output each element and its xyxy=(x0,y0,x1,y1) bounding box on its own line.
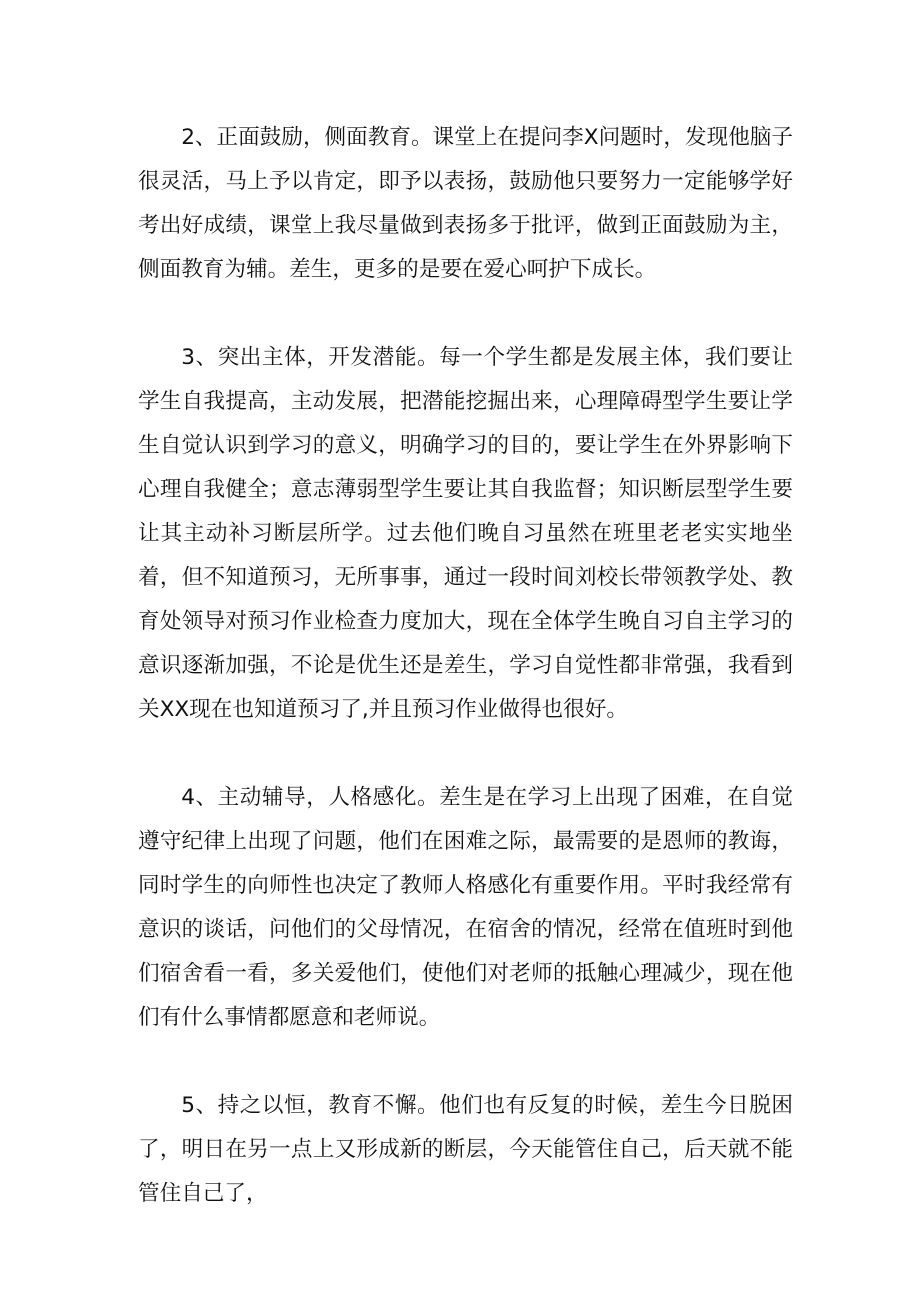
paragraph-4: 4、主动辅导，人格感化。差生是在学习上出现了困难，在自觉遵守纪律上出现了问题，他们在困难之际，最需要的是恩师的教诲，同时学生的向师性也决定了教师人格感化有重要作用。平时我经常有意识的谈话，问他们的父母情况，在宿舍的情况，经常在值班时到他们宿舍看一看，多关爱他们，使他们对老师的抵触心理减少，现在他们有什么事情都愿意和老师说。 xyxy=(138,785,793,1030)
paragraph-5: 5、持之以恒，教育不懈。他们也有反复的时候，差生今日脱困了，明日在另一点上又形成新的断层，今天能管住自己，后天就不能管住自己了， xyxy=(138,1093,793,1206)
paragraph-2: 2、正面鼓励，侧面教育。课堂上在提问李X问题时，发现他脑子很灵活，马上予以肯定，即予以表扬，鼓励他只要努力一定能够学好考出好成绩，课堂上我尽量做到表扬多于批评，做到正面鼓励为主，侧面教育为辅。差生，更多的是要在爱心呵护下成长。 xyxy=(138,125,793,282)
paragraph-3: 3、突出主体，开发潜能。每一个学生都是发展主体，我们要让学生自我提高，主动发展，把潜能挖掘出来，心理障碍型学生要让学生自觉认识到学习的意义，明确学习的目的，要让学生在外界影响下心理自我健全；意志薄弱型学生要让其自我监督；知识断层型学生要让其主动补习断层所学。过去他们晚自习虽然在班里老老实实地坐着，但不知道预习，无所事事，通过一段时间刘校长带领教学处、教育处领导对预习作业检查力度加大，现在全体学生晚自习自主学习的意识逐渐加强，不论是优生还是差生，学习自觉性都非常强，我看到关XX现在也知道预习了,并且预习作业做得也很好。 xyxy=(138,345,793,722)
document-body xyxy=(138,116,793,1260)
